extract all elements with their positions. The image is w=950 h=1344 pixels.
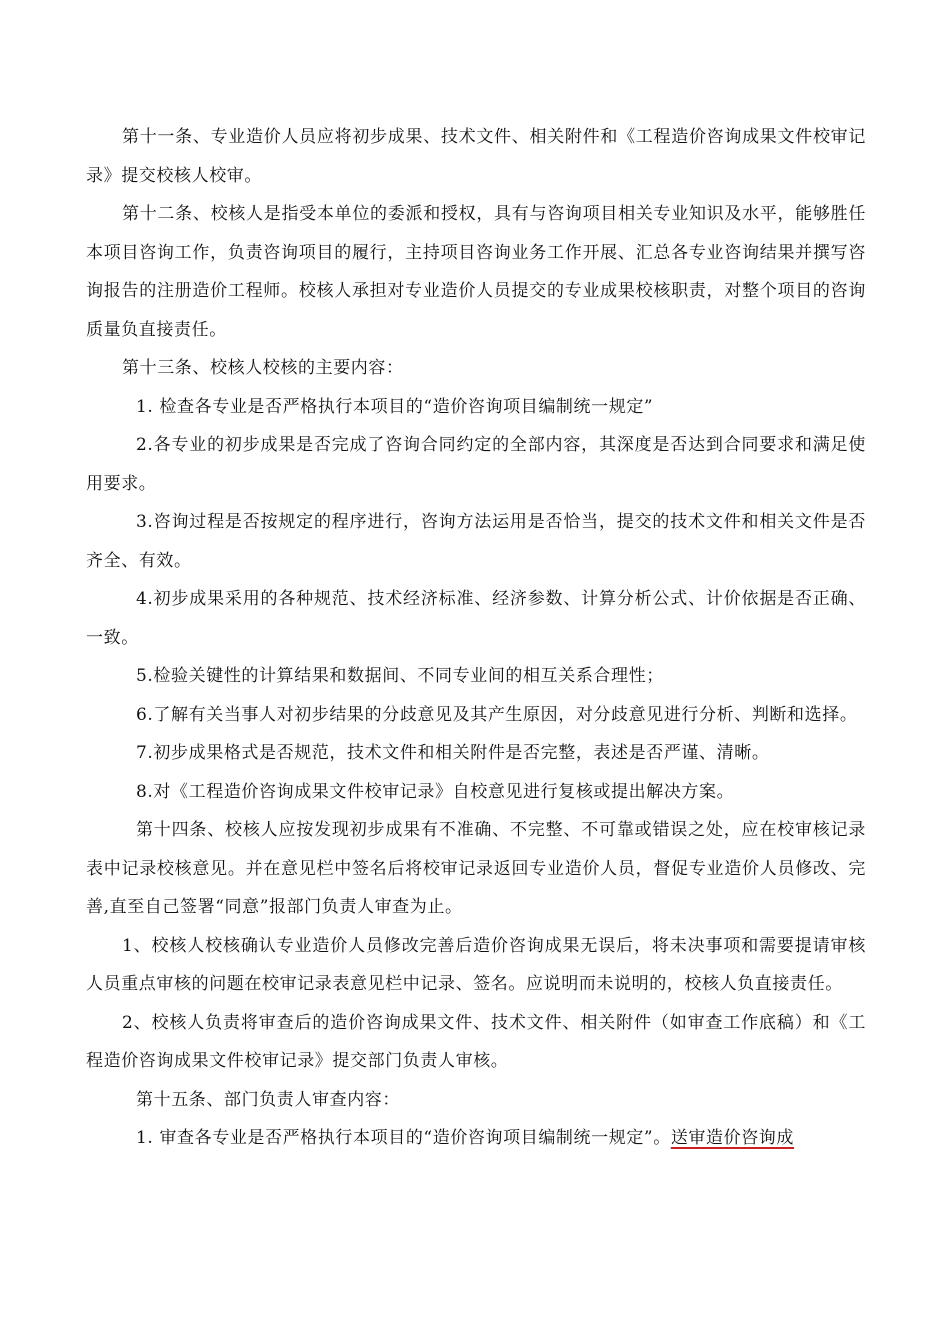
paragraph-article-12: 第十二条、校核人是指受本单位的委派和授权，具有与咨询项目相关专业知识及水平，能够胜任本项目咨询工作，负责咨询项目的履行，主持项目咨询业务工作开展、汇总各专业咨询结果并撰写咨询报告的注册造价工程师。校核人承担对专业造价人员提交的专业成果校核职责，对整个项目的咨询质量负直接责任。 — [86, 204, 866, 340]
paragraph-article-15: 第十五条、部门负责人审查内容： — [136, 1089, 400, 1110]
list-item-13-6: 6.了解有关当事人对初步结果的分歧意见及其产生原因，对分歧意见进行分析、判断和选择。 — [136, 704, 858, 725]
list-item-13-1: 1. 检查各专业是否严格执行本项目的“造价咨询项目编制统一规定” — [136, 396, 654, 417]
list-item-13-7: 7.初步成果格式是否规范，技术文件和相关附件是否完整，表述是否严谨、清晰。 — [136, 743, 770, 763]
list-item-15-1 — [86, 1119, 866, 1158]
list-item-13-8: 8.对《工程造价咨询成果文件校审记录》自校意见进行复核或提出解决方案。 — [136, 781, 735, 802]
list-item-15-1-text: 1. 审查各专业是否严格执行本项目的“造价咨询项目编制统一规定”。 — [136, 1128, 671, 1148]
paragraph-article-13: 第十三条、校核人校核的主要内容： — [122, 358, 404, 378]
paragraph-article-14: 第十四条、校核人应按发现初步成果有不准确、不完整、不可靠或错误之处，应在校审核记录表中记录校核意见。并在意见栏中签名后将校审记录返回专业造价人员，督促专业造价人员修改、完善,直至自己签署“同意”报部门负责人审查为止。 — [86, 820, 866, 917]
list-item-13-3: 3.咨询过程是否按规定的程序进行，咨询方法运用是否恰当，提交的技术文件和相关文件是否齐全、有效。 — [86, 512, 866, 571]
list-item-13-4: 4.初步成果采用的各种规范、技术经济标准、经济参数、计算分析公式、计价依据是否正确、一致。 — [86, 589, 866, 648]
list-item-13-5: 5.检验关键性的计算结果和数据间、不同专业间的相互关系合理性； — [136, 666, 664, 686]
paragraph-article-11: 第十一条、专业造价人员应将初步成果、技术文件、相关附件和《工程造价咨询成果文件校审记录》提交校核人校审。 — [86, 127, 866, 186]
red-underlined-text: 送审造价咨询成 — [670, 1128, 795, 1148]
list-item-14-1: 1、校核人校核确认专业造价人员修改完善后造价咨询成果无误后，将未决事项和需要提请审核人员重点审核的问题在校审记录表意见栏中记录、签名。应说明而未说明的，校核人负直接责任。 — [86, 935, 866, 994]
list-item-13-2: 2.各专业的初步成果是否完成了咨询合同约定的全部内容，其深度是否达到合同要求和满足使用要求。 — [86, 435, 866, 494]
list-item-14-2: 2、校核人负责将审查后的造价咨询成果文件、技术文件、相关附件（如审查工作底稿）和《工程造价咨询成果文件校审记录》提交部门负责人审核。 — [86, 1012, 866, 1071]
document-body — [86, 118, 866, 1158]
